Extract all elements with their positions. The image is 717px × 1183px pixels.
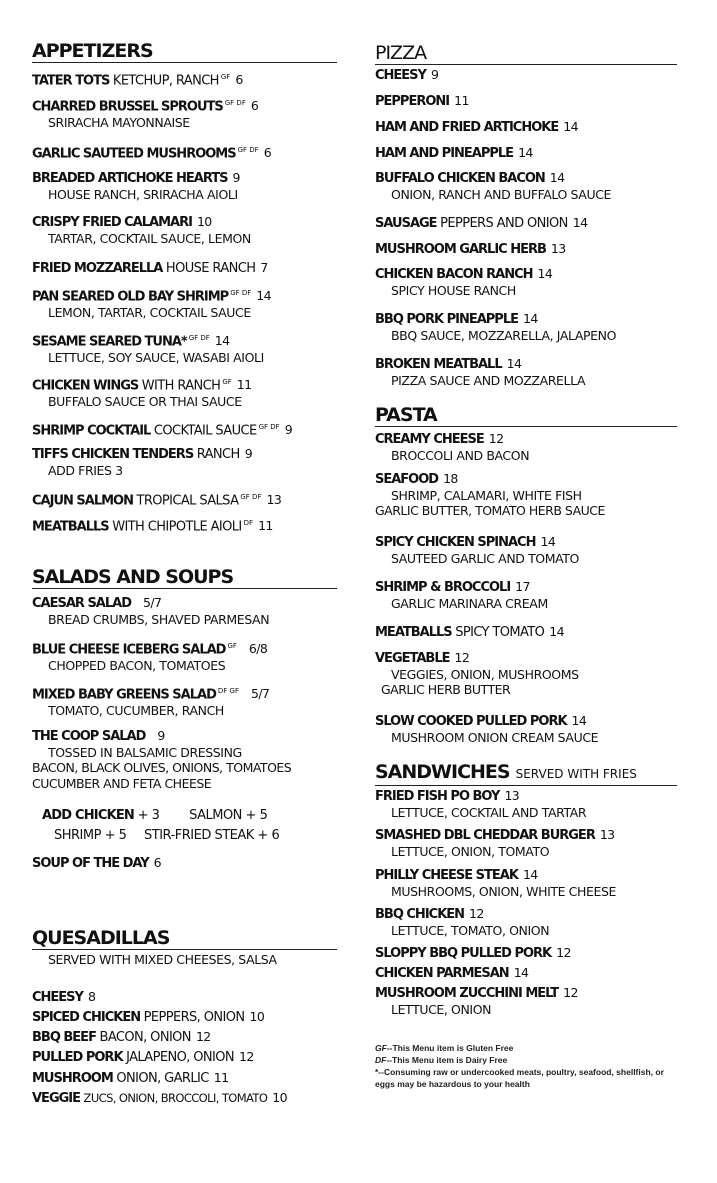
menu-item	[32, 854, 337, 872]
diet-tag: GF DF	[230, 289, 252, 297]
sandwiches-section	[375, 761, 677, 786]
item-price: 12	[469, 906, 484, 921]
menu-item	[32, 213, 337, 246]
item-desc: WITH RANCH	[141, 378, 221, 394]
quesadillas-title: QUESADILLAS	[32, 927, 337, 950]
diet-tag: DF GF	[217, 687, 239, 695]
legend-gf-key: GF	[375, 1043, 387, 1053]
item-name: BROKEN MEATBALL	[375, 357, 502, 372]
diet-tag: GF	[220, 73, 231, 81]
item-name: MUSHROOM	[32, 1071, 113, 1086]
diet-tag: GF DF	[188, 334, 210, 342]
item-name: VEGGIE	[32, 1091, 80, 1106]
pizza-title: PIZZA	[375, 42, 677, 65]
item-sub: BREAD CRUMBS, SHAVED PARMESAN	[48, 612, 270, 627]
item-price: 6	[235, 72, 243, 88]
item-desc: ZUCS, ONION, BROCCOLI, TOMATO	[83, 1091, 268, 1105]
item-price: 14	[549, 170, 565, 185]
diet-tag: GF DF	[258, 423, 280, 431]
menu-item	[32, 683, 337, 718]
item-name: BBQ CHICKEN	[375, 907, 465, 922]
appetizers-section	[32, 40, 337, 63]
item-name: PEPPERONI	[375, 94, 450, 109]
menu-item	[375, 578, 677, 611]
item-name: CHEESY	[375, 68, 426, 83]
item-name: CHICKEN BACON RANCH	[375, 267, 533, 282]
item-price: 18	[443, 471, 458, 486]
diet-tag: GF DF	[240, 493, 262, 501]
item-price: 6	[153, 855, 162, 870]
menu-item	[375, 169, 677, 202]
item-name: PAN SEARED OLD BAY SHRIMP	[32, 289, 229, 305]
item-price: 9	[244, 446, 253, 461]
item-name: BREADED ARTICHOKE HEARTS	[32, 171, 228, 186]
legend-df-text: --This Menu item is Dairy Free	[386, 1055, 508, 1065]
item-price: 12	[454, 650, 470, 665]
item-desc: COCKTAIL SAUCE	[153, 423, 257, 439]
quesadillas-note: SERVED WITH MIXED CHEESES, SALSA	[48, 952, 277, 967]
item-name: BLUE CHEESE ICEBERG SALAD	[32, 642, 226, 658]
item-desc: BACON, ONION	[99, 1030, 191, 1045]
item-price: 10	[249, 1009, 265, 1024]
menu-item	[375, 355, 677, 388]
item-sub: MUSHROOMS, ONION, WHITE CHEESE	[391, 884, 617, 899]
item-price: 12	[563, 985, 578, 1000]
item-name: MEATBALLS	[32, 519, 109, 535]
item-price: 14	[549, 624, 565, 639]
item-desc: WITH CHIPOTLE AIOLI	[112, 519, 242, 535]
menu-item	[375, 66, 677, 84]
addon-name: SHRIMP	[54, 828, 101, 843]
item-price: 13	[266, 492, 282, 508]
item-price: 9	[430, 67, 439, 82]
item-sub: BBQ SAUCE, MOZZARELLA, JALAPENO	[391, 328, 617, 343]
item-name: HAM AND PINEAPPLE	[375, 146, 514, 161]
item-desc: SPICY TOMATO	[455, 625, 545, 640]
menu-item	[32, 259, 337, 277]
item-name: SPICY CHICKEN SPINACH	[375, 535, 536, 550]
item-price: 14	[506, 356, 522, 371]
menu-item	[32, 374, 337, 409]
item-sub: BUFFALO SAUCE OR THAI SAUCE	[48, 394, 242, 410]
item-name: SESAME SEARED TUNA*	[32, 334, 187, 350]
item-name: SHRIMP & BROCCOLI	[375, 580, 511, 595]
item-name: SOUP OF THE DAY	[32, 856, 149, 871]
item-name: CHICKEN PARMESAN	[375, 966, 509, 981]
item-name: BBQ BEEF	[32, 1030, 96, 1045]
menu-item	[375, 214, 677, 232]
item-sub: BACON, BLACK OLIVES, ONIONS, TOMATOES	[32, 760, 292, 775]
sandwiches-title	[375, 761, 677, 786]
menu-item	[375, 533, 677, 566]
item-sub: PIZZA SAUCE AND MOZZARELLA	[391, 373, 586, 388]
item-sub: HOUSE RANCH, SRIRACHA AIOLI	[48, 187, 238, 202]
item-price: 14	[540, 534, 556, 549]
item-sub: LETTUCE, ONION, TOMATO	[391, 844, 550, 859]
legend-gf	[375, 1042, 675, 1054]
menu-item	[375, 623, 677, 641]
item-name: SAUSAGE	[375, 216, 437, 231]
item-name: BUFFALO CHICKEN BACON	[375, 171, 545, 186]
item-price: 13	[504, 788, 520, 803]
item-desc: ONION, GARLIC	[116, 1071, 209, 1086]
menu-item	[375, 430, 677, 463]
item-price: 17	[515, 579, 530, 594]
pizza-section	[375, 42, 677, 65]
item-price: 5/7	[250, 686, 270, 702]
item-desc: RANCH	[196, 447, 240, 462]
appetizers-title: APPETIZERS	[32, 40, 337, 63]
item-name: CREAMY CHEESE	[375, 432, 484, 447]
item-name: SMASHED DBL CHEDDAR BURGER	[375, 828, 595, 843]
item-sub: SRIRACHA MAYONNAISE	[48, 115, 190, 131]
diet-tag: GF DF	[237, 146, 259, 154]
item-name: MEATBALLS	[375, 625, 452, 640]
item-price: 14	[571, 713, 587, 728]
menu-item	[375, 649, 677, 698]
diet-tag: GF DF	[224, 99, 246, 107]
addon-name: ADD CHICKEN	[42, 808, 135, 823]
menu-item	[32, 727, 337, 792]
menu-item	[375, 310, 677, 343]
item-name: BBQ PORK PINEAPPLE	[375, 312, 518, 327]
menu-item	[375, 826, 677, 859]
salad-addons	[32, 806, 337, 846]
item-price: 14	[537, 266, 553, 281]
item-desc: TROPICAL SALSA	[136, 493, 239, 509]
item-sub: GARLIC BUTTER, TOMATO HERB SAUCE	[375, 503, 605, 518]
item-sub: CHOPPED BACON, TOMATOES	[48, 658, 226, 674]
menu-item	[32, 445, 337, 478]
menu-item	[375, 866, 677, 899]
item-desc: PEPPERS AND ONION	[440, 216, 568, 231]
menu-item	[375, 787, 677, 820]
item-sub: GARLIC HERB BUTTER	[381, 682, 511, 697]
menu-item	[32, 638, 337, 673]
legend-df-key: DF	[375, 1055, 387, 1065]
item-sub: SAUTEED GARLIC AND TOMATO	[391, 551, 579, 566]
legend-df	[375, 1054, 675, 1066]
item-name: SLOPPY BBQ PULLED PORK	[375, 946, 552, 961]
item-price: 14	[523, 311, 538, 326]
item-sub: LEMON, TARTAR, COCKTAIL SAUCE	[48, 305, 251, 321]
item-sub: TARTAR, COCKTAIL SAUCE, LEMON	[48, 231, 251, 246]
item-desc: KETCHUP, RANCH	[112, 73, 219, 89]
item-sub: TOSSED IN BALSAMIC DRESSING	[48, 745, 242, 760]
diet-tag: GF	[227, 642, 237, 650]
sandwiches-note: SERVED WITH FRIES	[515, 767, 637, 781]
legend-raw-warning: *--Consuming raw or undercooked meats, poultry, seafood, shellfish, or eggs may be hazardous to your health	[375, 1067, 664, 1089]
sandwiches-title-text: SANDWICHES	[375, 761, 510, 783]
menu-item	[375, 118, 677, 136]
menu-item	[32, 169, 337, 202]
menu-item	[32, 515, 337, 535]
menu-item	[32, 594, 337, 627]
menu-item	[375, 964, 677, 982]
diet-tag: GF	[222, 378, 232, 386]
item-sub: SHRIMP, CALAMARI, WHITE FISH	[391, 488, 582, 503]
menu-item	[32, 489, 337, 509]
item-name: PHILLY CHEESE STEAK	[375, 868, 518, 883]
item-name: SEAFOOD	[375, 472, 439, 487]
item-price: 11	[213, 1070, 229, 1085]
item-name: CRISPY FRIED CALAMARI	[32, 215, 192, 230]
item-price: 12	[195, 1029, 211, 1044]
menu-item	[32, 988, 337, 1006]
item-name: PULLED PORK	[32, 1050, 123, 1065]
item-name: THE COOP SALAD	[32, 729, 146, 744]
menu-item	[32, 1028, 337, 1046]
item-name: FRIED FISH PO BOY	[375, 789, 500, 804]
item-price: 11	[454, 93, 469, 108]
addon-price: + 5	[245, 808, 268, 823]
item-price: 12	[488, 431, 504, 446]
item-name: SHRIMP COCKTAIL	[32, 423, 151, 439]
item-price: 14	[572, 215, 588, 230]
item-name: CAJUN SALMON	[32, 493, 133, 509]
item-desc: JALAPENO, ONION	[126, 1050, 235, 1065]
item-name: MUSHROOM GARLIC HERB	[375, 242, 546, 257]
item-price: 13	[599, 827, 615, 842]
item-price: 12	[556, 945, 571, 960]
menu-item	[375, 944, 677, 962]
item-price: 12	[239, 1049, 254, 1064]
menu-item	[32, 1008, 337, 1026]
item-desc: PEPPERS, ONION	[143, 1010, 245, 1025]
menu-item	[375, 240, 677, 258]
item-price: 11	[258, 518, 273, 534]
item-price: 14	[256, 288, 271, 304]
item-sub: VEGGIES, ONION, MUSHROOMS	[391, 667, 579, 682]
addon-price: + 6	[257, 828, 280, 843]
item-name: CHEESY	[32, 990, 83, 1005]
item-price: 6	[263, 145, 272, 161]
item-price: 14	[563, 119, 578, 134]
menu-item	[375, 265, 677, 298]
addon-price: + 3	[137, 808, 160, 823]
menu-item	[32, 1048, 337, 1066]
item-sub: ONION, RANCH AND BUFFALO SAUCE	[391, 187, 612, 202]
item-price: 14	[214, 333, 230, 349]
item-name: SPICED CHICKEN	[32, 1010, 141, 1025]
menu-item	[32, 69, 337, 89]
item-price: 6/8	[248, 641, 268, 657]
item-price: 14	[522, 867, 538, 882]
menu-item	[32, 1089, 337, 1107]
item-name: TATER TOTS	[32, 73, 110, 89]
menu-legend	[375, 1042, 675, 1090]
item-name: SLOW COOKED PULLED PORK	[375, 714, 567, 729]
pasta-section	[375, 404, 677, 427]
item-name: HAM AND FRIED ARTICHOKE	[375, 120, 559, 135]
item-sub: TOMATO, CUCUMBER, RANCH	[48, 703, 224, 719]
pasta-title: PASTA	[375, 404, 677, 427]
legend-gf-text: --This Menu item is Gluten Free	[386, 1043, 514, 1053]
item-name: CAESAR SALAD	[32, 596, 132, 611]
item-sub: LETTUCE, SOY SAUCE, WASABI AIOLI	[48, 350, 264, 366]
quesadillas-section	[32, 927, 337, 967]
item-price: 14	[513, 965, 529, 980]
item-name: VEGETABLE	[375, 651, 450, 666]
item-price: 9	[284, 422, 293, 438]
item-desc: HOUSE RANCH	[165, 261, 256, 276]
item-sub: CUCUMBER AND FETA CHEESE	[32, 776, 212, 791]
item-price: 10	[196, 214, 212, 229]
item-sub: LETTUCE, ONION	[391, 1002, 492, 1017]
menu-item	[375, 984, 677, 1017]
item-sub: LETTUCE, TOMATO, ONION	[391, 923, 550, 938]
menu-item	[375, 92, 677, 110]
salads-title: SALADS AND SOUPS	[32, 566, 337, 589]
item-sub: SPICY HOUSE RANCH	[391, 283, 516, 298]
menu-item	[375, 905, 677, 938]
item-price: 5/7	[143, 595, 162, 610]
item-sub: LETTUCE, COCKTAIL AND TARTAR	[391, 805, 587, 820]
item-sub: MUSHROOM ONION CREAM SAUCE	[391, 730, 599, 745]
item-name: MUSHROOM ZUCCHINI MELT	[375, 986, 559, 1001]
item-price: 9	[232, 170, 240, 185]
item-name: TIFFS CHICKEN TENDERS	[32, 447, 194, 462]
item-sub: ADD FRIES 3	[48, 463, 123, 478]
salads-section	[32, 566, 337, 589]
addon-price: + 5	[104, 828, 127, 843]
item-price: 8	[87, 989, 96, 1004]
item-price: 7	[260, 260, 268, 275]
menu-item	[32, 1069, 337, 1087]
item-price: 6	[250, 98, 259, 114]
menu-item	[375, 144, 677, 162]
item-name: CHARRED BRUSSEL SPROUTS	[32, 99, 223, 115]
item-name: CHICKEN WINGS	[32, 378, 139, 394]
menu-item	[32, 330, 337, 365]
item-name: FRIED MOZZARELLA	[32, 261, 163, 276]
menu-item	[32, 95, 337, 130]
item-price: 9	[157, 728, 165, 743]
item-price: 14	[518, 145, 533, 160]
item-sub: GARLIC MARINARA CREAM	[391, 596, 548, 611]
menu-item	[32, 285, 337, 320]
menu-item	[375, 470, 677, 519]
item-name: GARLIC SAUTEED MUSHROOMS	[32, 146, 236, 162]
item-price: 13	[550, 241, 566, 256]
item-sub: BROCCOLI AND BACON	[391, 448, 530, 463]
menu-item	[32, 142, 337, 162]
menu-item	[32, 419, 337, 439]
menu-item	[375, 712, 677, 745]
addon-name: STIR-FRIED STEAK	[144, 828, 254, 843]
addon-name: SALMON	[189, 808, 242, 823]
diet-tag: DF	[243, 519, 254, 527]
item-price: 11	[236, 377, 252, 393]
item-name: MIXED BABY GREENS SALAD	[32, 687, 216, 703]
item-price: 10	[272, 1090, 288, 1105]
